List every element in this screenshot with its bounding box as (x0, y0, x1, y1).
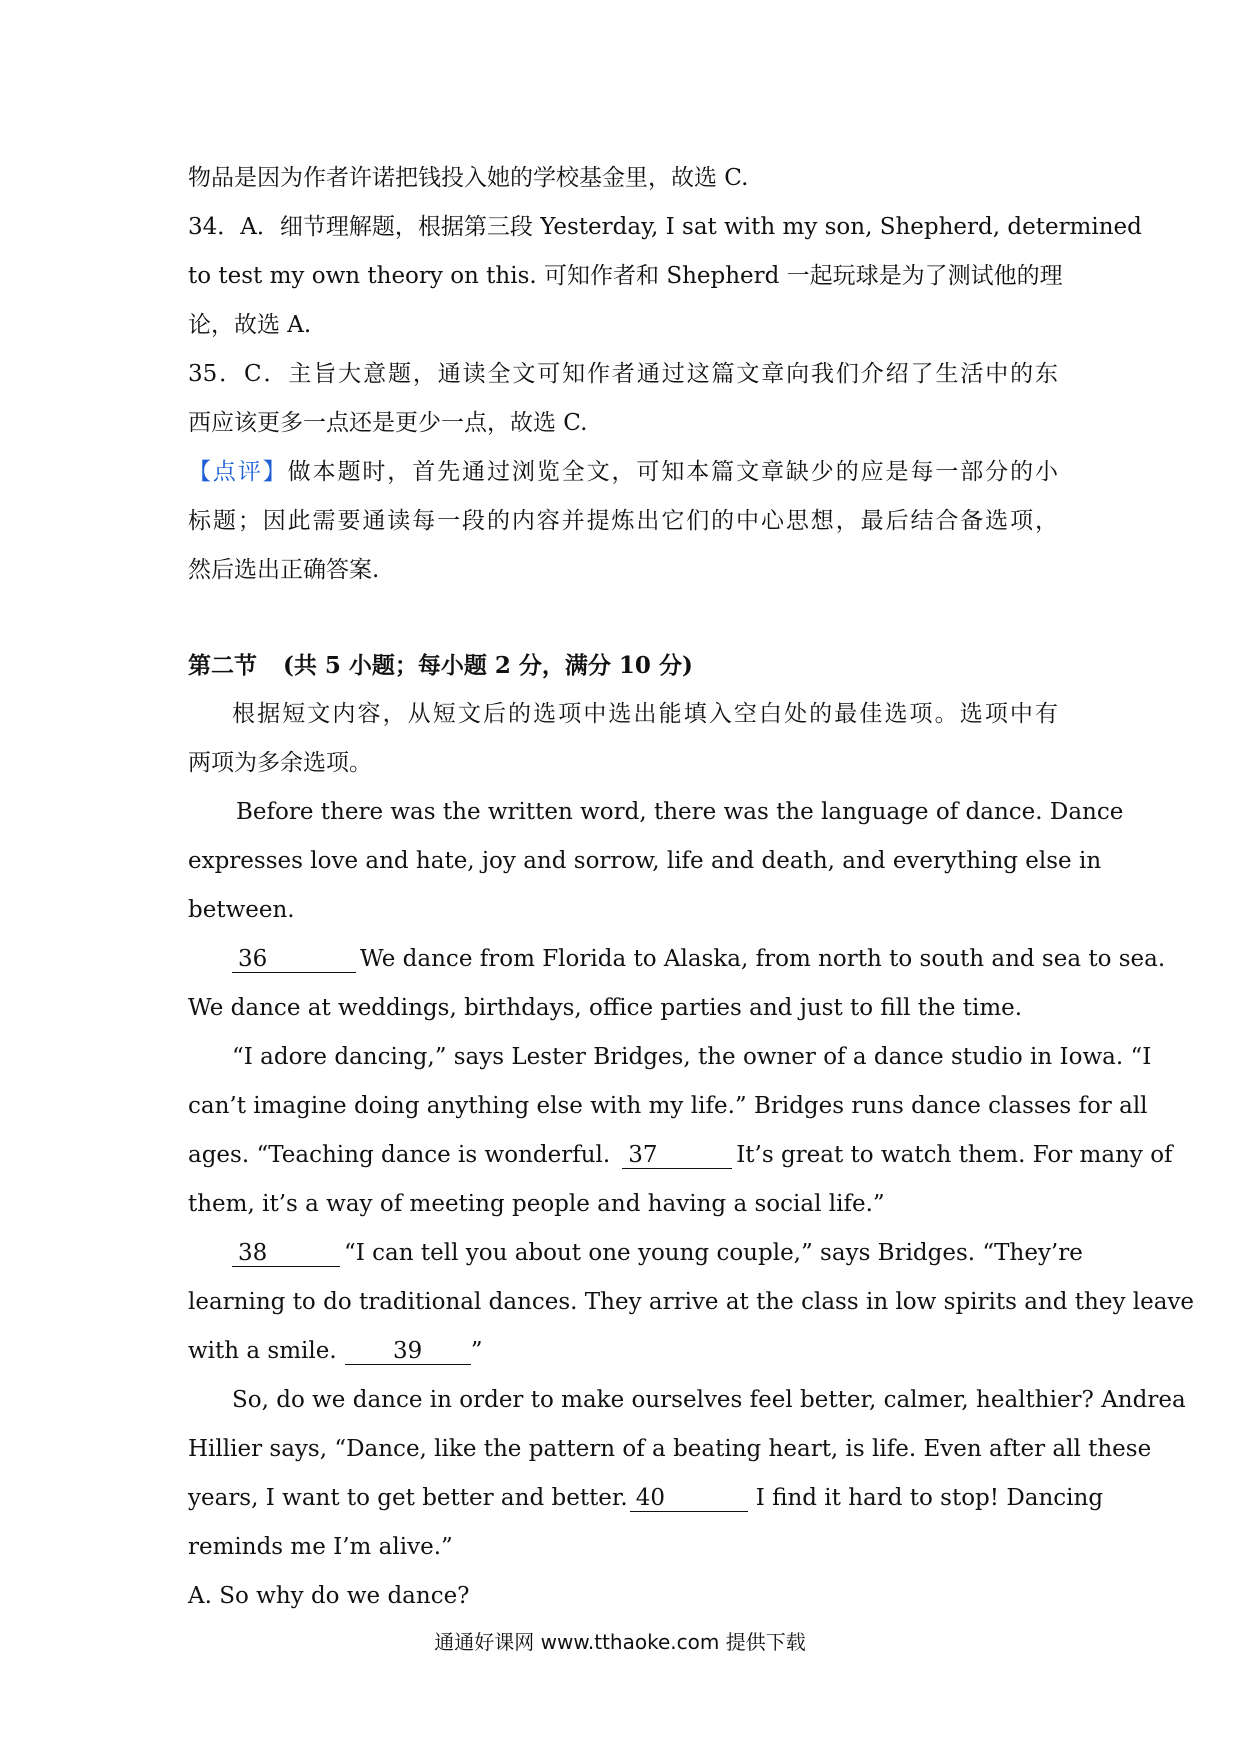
passage-p3-line-1: “I adore dancing,” says Lester Bridges, the owner of a dance studio in Iowa. “I (232, 1044, 1152, 1070)
answer-34-line-2: to test my own theory on this. 可知作者和 Shepherd 一起玩球是为了测试他的理 (188, 263, 1063, 289)
passage-p1-line-2: expresses love and hate, joy and sorrow, life and death, and everything else in (188, 848, 1102, 874)
passage-p4-line-1 (188, 1229, 1083, 1278)
blank-39[interactable]: 39 (345, 1338, 471, 1365)
passage-p3-text-post: It’s great to watch them. For many of (736, 1142, 1173, 1168)
section-spacer (188, 595, 1058, 641)
comment-tag: 【点评】 (188, 459, 288, 485)
blank-36[interactable]: 36 (232, 946, 356, 973)
comment-line-2: 标题；因此需要通读每一段的内容并提炼出它们的中心思想，最后结合备选项， (188, 508, 1058, 534)
passage-p1-line-3: between. (188, 897, 295, 923)
passage-p5-line-1: So, do we dance in order to make ourselves feel better, calmer, healthier? Andrea (232, 1387, 1186, 1413)
passage-p3-line-2: can’t imagine doing anything else with my life.” Bridges runs dance classes for all (188, 1093, 1148, 1119)
passage-p3-line-4: them, it’s a way of meeting people and having a social life.” (188, 1191, 885, 1217)
passage-p2-line-1 (188, 935, 1166, 984)
passage-p3-line-3 (188, 1131, 1173, 1180)
passage-p4-text-pre: with a smile. (188, 1338, 337, 1364)
passage-p5-line-2: Hillier says, “Dance, like the pattern of a beating heart, is life. Even after all these (188, 1436, 1152, 1462)
passage-p1-line-1: Before there was the written word, there was the language of dance. Dance (236, 799, 1124, 825)
passage-p2-line-2: We dance at weddings, birthdays, office parties and just to fill the time. (188, 995, 1023, 1021)
document-body (188, 154, 1195, 1621)
passage-p5-text-post: I find it hard to stop! Dancing (755, 1485, 1104, 1511)
passage-p5-line-4: reminds me I’m alive.” (188, 1534, 453, 1560)
blank-37[interactable]: 37 (622, 1142, 732, 1169)
section-2-subtitle: (共 5 小题；每小题 2 分，满分 10 分) (283, 652, 693, 679)
section-2-heading (188, 641, 1058, 690)
instruction-line-1: 根据短文内容，从短文后的选项中选出能填入空白处的最佳选项。选项中有 (232, 701, 1058, 727)
passage-p4-text-1: “I can tell you about one young couple,” says Bridges. “They’re (344, 1240, 1083, 1266)
page-footer: 通通好课网 www.tthaoke.com 提供下载 (434, 1630, 806, 1654)
passage-p2-text-1: We dance from Florida to Alaska, from north to south and sea to sea. (360, 946, 1166, 972)
comment-line-1 (188, 448, 1058, 497)
passage-p4-line-3 (188, 1327, 1058, 1376)
answer-34-line-3: 论，故选 A. (188, 312, 312, 338)
option-a: A. So why do we dance? (188, 1583, 470, 1609)
answer-continuation: 物品是因为作者许诺把钱投入她的学校基金里，故选 C. (188, 165, 749, 191)
answer-35-line-2: 西应该更多一点还是更少一点，故选 C. (188, 410, 588, 436)
passage-p4-line-2: learning to do traditional dances. They arrive at the class in low spirits and they leave (188, 1289, 1195, 1315)
answer-34-line-1: 34．A．细节理解题，根据第三段 Yesterday, I sat with my son, Shepherd, determined (188, 214, 1142, 240)
passage-p5-line-3 (188, 1474, 1104, 1523)
instruction-line-2: 两项为多余选项。 (188, 750, 372, 776)
section-2-title: 第二节 (188, 652, 257, 679)
blank-38[interactable]: 38 (232, 1240, 340, 1267)
answer-35-line-1: 35．C．主旨大意题，通读全文可知作者通过这篇文章向我们介绍了生活中的东 (188, 361, 1058, 387)
comment-line-3: 然后选出正确答案. (188, 557, 380, 583)
passage-p4-text-post: ” (470, 1338, 483, 1364)
passage-p3-text-pre: ages. “Teaching dance is wonderful. (188, 1142, 611, 1168)
comment-text-1: 做本题时，首先通过浏览全文，可知本篇文章缺少的应是每一部分的小 (287, 459, 1059, 485)
blank-40[interactable]: 40 (630, 1485, 748, 1512)
passage-p5-text-pre: years, I want to get better and better. (188, 1485, 628, 1511)
